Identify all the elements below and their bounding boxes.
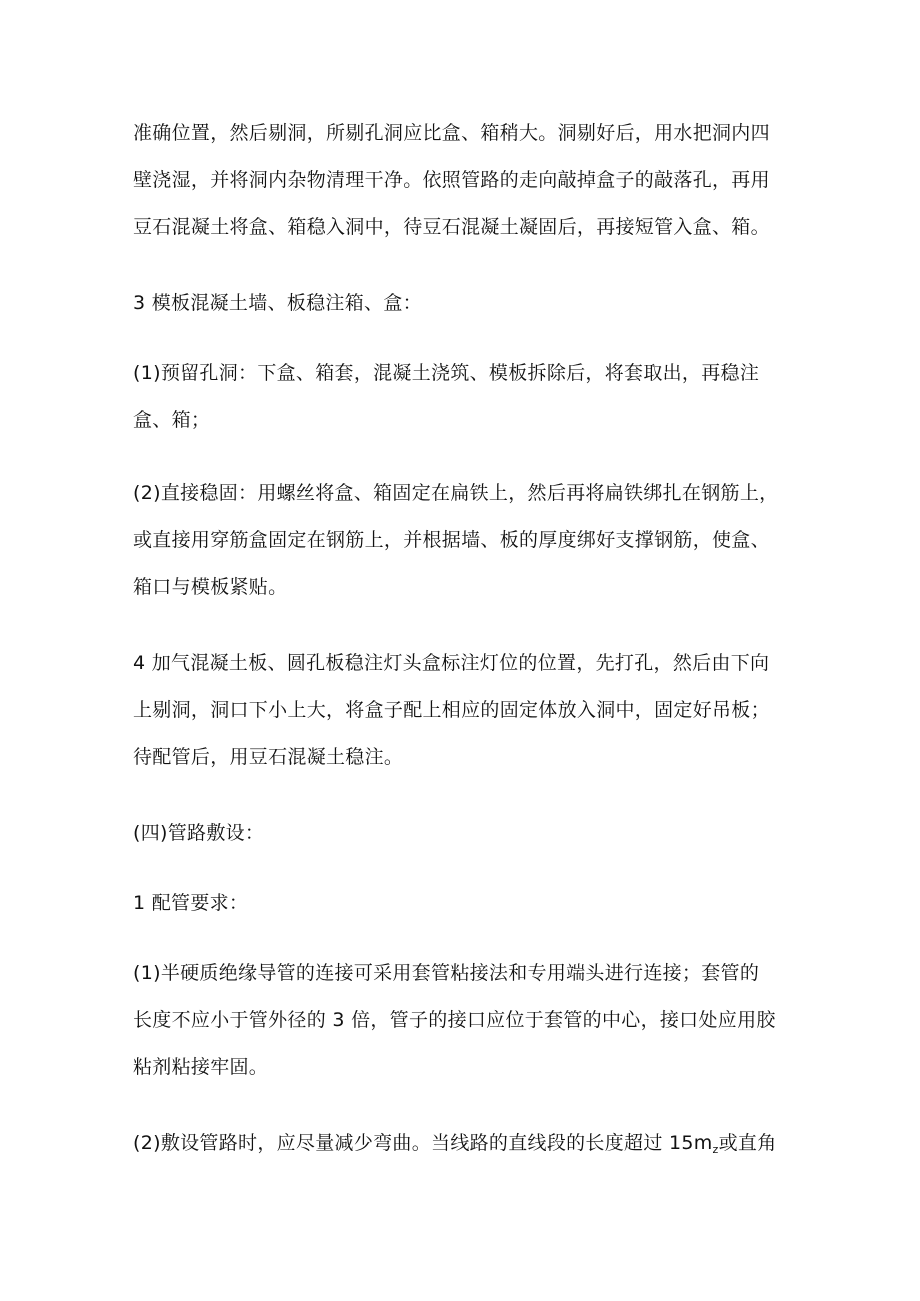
text-line: (2)直接稳固：用螺丝将盒、箱固定在扁铁上，然后再将扁铁绑扎在钢筋上， xyxy=(133,482,779,504)
text-line: 3 模板混凝土墙、板稳注箱、盒： xyxy=(133,292,422,314)
paragraph-laying-pipes xyxy=(133,1120,813,1167)
subsection-heading-piping-requirements xyxy=(133,880,813,927)
section-heading-pipe-laying xyxy=(133,810,813,857)
subscript-text: z xyxy=(712,1143,719,1156)
text-segment: (2)敷设管路时，应尽量减少弯曲。当线路的直线段的长度超过 15m xyxy=(133,1132,713,1154)
text-line: 4 加气混凝土板、圆孔板稳注灯头盒标注灯位的位置，先打孔，然后由下向 xyxy=(133,652,770,674)
paragraph-aerated-concrete xyxy=(133,640,813,781)
text-line: (1)半硬质绝缘导管的连接可采用套管粘接法和专用端头进行连接；套管的 xyxy=(133,962,760,984)
text-line: 或直接用穿筋盒固定在钢筋上，并根据墙、板的厚度绑好支撑钢筋，使盒、 xyxy=(133,529,770,551)
text-line: 盒、箱； xyxy=(133,409,211,431)
paragraph-heading-formwork-wall xyxy=(133,280,813,327)
text-line: (1)预留孔洞：下盒、箱套，混凝土浇筑、模板拆除后，将套取出，再稳注 xyxy=(133,362,760,384)
text-line: 待配管后，用豆石混凝土稳注。 xyxy=(133,746,404,768)
text-line: 1 配管要求： xyxy=(133,892,249,914)
text-segment: 或直角 xyxy=(718,1132,777,1154)
paragraph-reserved-holes xyxy=(133,350,813,444)
text-line: 箱口与模板紧贴。 xyxy=(133,576,288,598)
paragraph-box-hole-chiseling xyxy=(133,110,813,251)
text-line: 壁浇湿，并将洞内杂物清理干净。依照管路的走向敲掉盒子的敲落孔，再用 xyxy=(133,169,770,191)
text-line xyxy=(133,1120,813,1167)
text-line: 粘剂粘接牢固。 xyxy=(133,1056,269,1078)
paragraph-direct-fixing xyxy=(133,470,813,611)
text-line: (四)管路敷设： xyxy=(133,822,265,844)
text-line: 准确位置，然后剔洞，所剔孔洞应比盒、箱稍大。洞剔好后，用水把洞内四 xyxy=(133,122,770,144)
text-line: 长度不应小于管外径的 3 倍，管子的接口应位于套管的中心，接口处应用胶 xyxy=(133,1009,776,1031)
text-line: 豆石混凝土将盒、箱稳入洞中，待豆石混凝土凝固后，再接短管入盒、箱。 xyxy=(133,216,770,238)
text-line: 上剔洞，洞口下小上大，将盒子配上相应的固定体放入洞中，固定好吊板； xyxy=(133,699,770,721)
paragraph-conduit-connection xyxy=(133,950,813,1091)
